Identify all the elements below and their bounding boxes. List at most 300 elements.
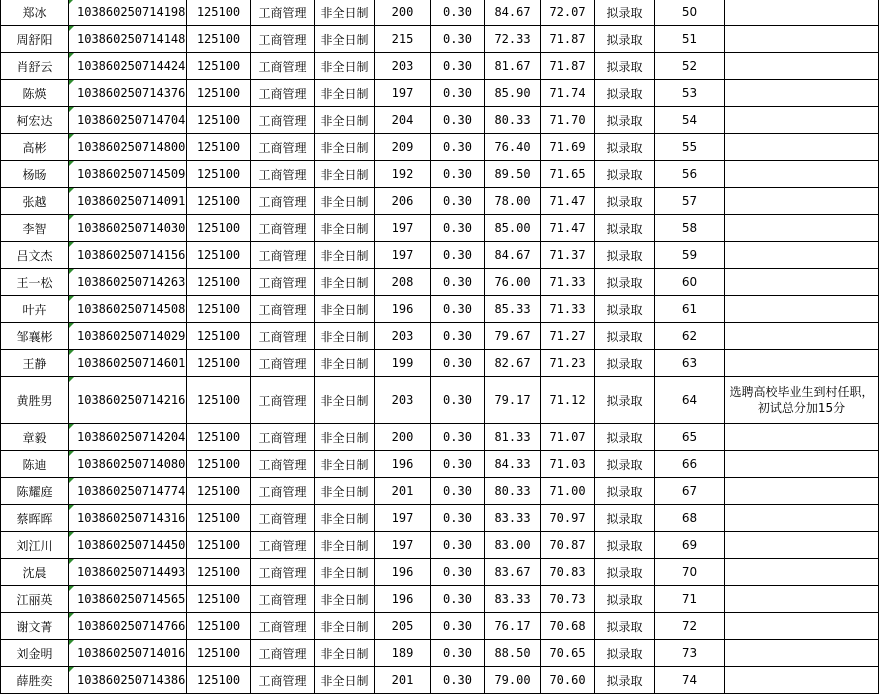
weight-cell[interactable]: 0.30 xyxy=(431,424,485,451)
candidate-name-cell[interactable]: 谢文菁 xyxy=(1,613,69,640)
candidate-name-cell[interactable]: 柯宏达 xyxy=(1,107,69,134)
study-mode-cell[interactable]: 非全日制 xyxy=(315,613,375,640)
remark-cell[interactable] xyxy=(725,505,879,532)
remark-cell[interactable] xyxy=(725,586,879,613)
exam-id-cell[interactable]: 103860250714091 xyxy=(69,188,187,215)
remark-cell[interactable] xyxy=(725,424,879,451)
candidate-name-cell[interactable]: 肖舒云 xyxy=(1,53,69,80)
admission-status-cell[interactable]: 拟录取 xyxy=(595,215,655,242)
major-code-cell[interactable]: 125100 xyxy=(187,107,251,134)
admission-status-cell[interactable]: 拟录取 xyxy=(595,350,655,377)
remark-cell[interactable] xyxy=(725,188,879,215)
total-score-cell[interactable]: 71.87 xyxy=(541,26,595,53)
candidate-name-cell[interactable]: 沈晨 xyxy=(1,559,69,586)
weight-cell[interactable]: 0.30 xyxy=(431,377,485,424)
major-code-cell[interactable]: 125100 xyxy=(187,215,251,242)
exam-id-cell[interactable]: 103860250714204 xyxy=(69,424,187,451)
candidate-name-cell[interactable]: 周舒阳 xyxy=(1,26,69,53)
candidate-name-cell[interactable]: 刘江川 xyxy=(1,532,69,559)
major-name-cell[interactable]: 工商管理 xyxy=(251,107,315,134)
total-score-cell[interactable]: 71.03 xyxy=(541,451,595,478)
interview-score-cell[interactable]: 76.00 xyxy=(485,269,541,296)
remark-cell[interactable] xyxy=(725,296,879,323)
remark-cell[interactable] xyxy=(725,107,879,134)
total-score-cell[interactable]: 71.47 xyxy=(541,188,595,215)
major-code-cell[interactable]: 125100 xyxy=(187,451,251,478)
admission-status-cell[interactable]: 拟录取 xyxy=(595,269,655,296)
rank-cell[interactable]: 74 xyxy=(655,667,725,694)
interview-score-cell[interactable]: 78.00 xyxy=(485,188,541,215)
exam-id-cell[interactable]: 103860250714376 xyxy=(69,80,187,107)
admission-status-cell[interactable]: 拟录取 xyxy=(595,505,655,532)
study-mode-cell[interactable]: 非全日制 xyxy=(315,188,375,215)
written-score-cell[interactable]: 197 xyxy=(375,242,431,269)
remark-cell[interactable] xyxy=(725,161,879,188)
study-mode-cell[interactable]: 非全日制 xyxy=(315,667,375,694)
weight-cell[interactable]: 0.30 xyxy=(431,269,485,296)
interview-score-cell[interactable]: 79.67 xyxy=(485,323,541,350)
major-code-cell[interactable]: 125100 xyxy=(187,134,251,161)
exam-id-cell[interactable]: 103860250714766 xyxy=(69,613,187,640)
weight-cell[interactable]: 0.30 xyxy=(431,451,485,478)
interview-score-cell[interactable]: 84.33 xyxy=(485,451,541,478)
rank-cell[interactable]: 55 xyxy=(655,134,725,161)
interview-score-cell[interactable]: 76.40 xyxy=(485,134,541,161)
admission-status-cell[interactable]: 拟录取 xyxy=(595,53,655,80)
written-score-cell[interactable]: 189 xyxy=(375,640,431,667)
candidate-name-cell[interactable]: 郑冰 xyxy=(1,0,69,26)
interview-score-cell[interactable]: 76.17 xyxy=(485,613,541,640)
rank-cell[interactable]: 53 xyxy=(655,80,725,107)
exam-id-cell[interactable]: 103860250714148 xyxy=(69,26,187,53)
major-name-cell[interactable]: 工商管理 xyxy=(251,667,315,694)
major-code-cell[interactable]: 125100 xyxy=(187,586,251,613)
candidate-name-cell[interactable]: 李智 xyxy=(1,215,69,242)
admission-status-cell[interactable]: 拟录取 xyxy=(595,107,655,134)
study-mode-cell[interactable]: 非全日制 xyxy=(315,451,375,478)
rank-cell[interactable]: 67 xyxy=(655,478,725,505)
written-score-cell[interactable]: 196 xyxy=(375,586,431,613)
admission-status-cell[interactable]: 拟录取 xyxy=(595,451,655,478)
candidate-name-cell[interactable]: 邹襄彬 xyxy=(1,323,69,350)
admission-status-cell[interactable]: 拟录取 xyxy=(595,0,655,26)
interview-score-cell[interactable]: 81.67 xyxy=(485,53,541,80)
study-mode-cell[interactable]: 非全日制 xyxy=(315,107,375,134)
total-score-cell[interactable]: 71.65 xyxy=(541,161,595,188)
remark-cell[interactable] xyxy=(725,26,879,53)
major-name-cell[interactable]: 工商管理 xyxy=(251,532,315,559)
rank-cell[interactable]: 57 xyxy=(655,188,725,215)
admission-status-cell[interactable]: 拟录取 xyxy=(595,377,655,424)
exam-id-cell[interactable]: 103860250714030 xyxy=(69,215,187,242)
study-mode-cell[interactable]: 非全日制 xyxy=(315,586,375,613)
interview-score-cell[interactable]: 72.33 xyxy=(485,26,541,53)
rank-cell[interactable]: 63 xyxy=(655,350,725,377)
admission-status-cell[interactable]: 拟录取 xyxy=(595,296,655,323)
weight-cell[interactable]: 0.30 xyxy=(431,242,485,269)
admission-status-cell[interactable]: 拟录取 xyxy=(595,26,655,53)
total-score-cell[interactable]: 71.12 xyxy=(541,377,595,424)
rank-cell[interactable]: 62 xyxy=(655,323,725,350)
weight-cell[interactable]: 0.30 xyxy=(431,215,485,242)
rank-cell[interactable]: 64 xyxy=(655,377,725,424)
written-score-cell[interactable]: 200 xyxy=(375,0,431,26)
interview-score-cell[interactable]: 80.33 xyxy=(485,107,541,134)
interview-score-cell[interactable]: 82.67 xyxy=(485,350,541,377)
exam-id-cell[interactable]: 103860250714216 xyxy=(69,377,187,424)
interview-score-cell[interactable]: 80.33 xyxy=(485,478,541,505)
weight-cell[interactable]: 0.30 xyxy=(431,26,485,53)
major-code-cell[interactable]: 125100 xyxy=(187,505,251,532)
remark-cell[interactable] xyxy=(725,242,879,269)
total-score-cell[interactable]: 71.33 xyxy=(541,296,595,323)
weight-cell[interactable]: 0.30 xyxy=(431,640,485,667)
study-mode-cell[interactable]: 非全日制 xyxy=(315,323,375,350)
rank-cell[interactable]: 73 xyxy=(655,640,725,667)
written-score-cell[interactable]: 209 xyxy=(375,134,431,161)
major-name-cell[interactable]: 工商管理 xyxy=(251,377,315,424)
rank-cell[interactable]: 60 xyxy=(655,269,725,296)
study-mode-cell[interactable]: 非全日制 xyxy=(315,269,375,296)
major-name-cell[interactable]: 工商管理 xyxy=(251,296,315,323)
interview-score-cell[interactable]: 83.00 xyxy=(485,532,541,559)
remark-cell[interactable] xyxy=(725,478,879,505)
interview-score-cell[interactable]: 84.67 xyxy=(485,242,541,269)
exam-id-cell[interactable]: 103860250714450 xyxy=(69,532,187,559)
interview-score-cell[interactable]: 81.33 xyxy=(485,424,541,451)
major-code-cell[interactable]: 125100 xyxy=(187,478,251,505)
remark-cell[interactable] xyxy=(725,53,879,80)
weight-cell[interactable]: 0.30 xyxy=(431,188,485,215)
major-name-cell[interactable]: 工商管理 xyxy=(251,613,315,640)
major-name-cell[interactable]: 工商管理 xyxy=(251,269,315,296)
candidate-name-cell[interactable]: 吕文杰 xyxy=(1,242,69,269)
remark-cell[interactable] xyxy=(725,215,879,242)
exam-id-cell[interactable]: 103860250714508 xyxy=(69,296,187,323)
study-mode-cell[interactable]: 非全日制 xyxy=(315,532,375,559)
weight-cell[interactable]: 0.30 xyxy=(431,161,485,188)
major-name-cell[interactable]: 工商管理 xyxy=(251,53,315,80)
total-score-cell[interactable]: 70.60 xyxy=(541,667,595,694)
exam-id-cell[interactable]: 103860250714493 xyxy=(69,559,187,586)
exam-id-cell[interactable]: 103860250714774 xyxy=(69,478,187,505)
study-mode-cell[interactable]: 非全日制 xyxy=(315,80,375,107)
study-mode-cell[interactable]: 非全日制 xyxy=(315,350,375,377)
major-code-cell[interactable]: 125100 xyxy=(187,188,251,215)
exam-id-cell[interactable]: 103860250714565 xyxy=(69,586,187,613)
written-score-cell[interactable]: 205 xyxy=(375,613,431,640)
admission-status-cell[interactable]: 拟录取 xyxy=(595,188,655,215)
interview-score-cell[interactable]: 83.33 xyxy=(485,505,541,532)
candidate-name-cell[interactable]: 蔡晖晖 xyxy=(1,505,69,532)
major-name-cell[interactable]: 工商管理 xyxy=(251,323,315,350)
weight-cell[interactable]: 0.30 xyxy=(431,323,485,350)
weight-cell[interactable]: 0.30 xyxy=(431,134,485,161)
written-score-cell[interactable]: 203 xyxy=(375,53,431,80)
remark-cell[interactable] xyxy=(725,640,879,667)
admission-status-cell[interactable]: 拟录取 xyxy=(595,242,655,269)
study-mode-cell[interactable]: 非全日制 xyxy=(315,478,375,505)
written-score-cell[interactable]: 197 xyxy=(375,80,431,107)
candidate-name-cell[interactable]: 黄胜男 xyxy=(1,377,69,424)
written-score-cell[interactable]: 196 xyxy=(375,559,431,586)
major-name-cell[interactable]: 工商管理 xyxy=(251,188,315,215)
major-code-cell[interactable]: 125100 xyxy=(187,350,251,377)
written-score-cell[interactable]: 215 xyxy=(375,26,431,53)
candidate-name-cell[interactable]: 薛胜奕 xyxy=(1,667,69,694)
rank-cell[interactable]: 54 xyxy=(655,107,725,134)
interview-score-cell[interactable]: 79.17 xyxy=(485,377,541,424)
admission-status-cell[interactable]: 拟录取 xyxy=(595,667,655,694)
remark-cell[interactable] xyxy=(725,0,879,26)
written-score-cell[interactable]: 197 xyxy=(375,505,431,532)
total-score-cell[interactable]: 71.47 xyxy=(541,215,595,242)
written-score-cell[interactable]: 200 xyxy=(375,424,431,451)
major-name-cell[interactable]: 工商管理 xyxy=(251,640,315,667)
exam-id-cell[interactable]: 103860250714080 xyxy=(69,451,187,478)
interview-score-cell[interactable]: 88.50 xyxy=(485,640,541,667)
remark-cell[interactable] xyxy=(725,323,879,350)
major-code-cell[interactable]: 125100 xyxy=(187,377,251,424)
total-score-cell[interactable]: 71.27 xyxy=(541,323,595,350)
study-mode-cell[interactable]: 非全日制 xyxy=(315,161,375,188)
remark-cell[interactable] xyxy=(725,451,879,478)
total-score-cell[interactable]: 71.74 xyxy=(541,80,595,107)
written-score-cell[interactable]: 201 xyxy=(375,667,431,694)
exam-id-cell[interactable]: 103860250714424 xyxy=(69,53,187,80)
total-score-cell[interactable]: 71.87 xyxy=(541,53,595,80)
study-mode-cell[interactable]: 非全日制 xyxy=(315,53,375,80)
major-name-cell[interactable]: 工商管理 xyxy=(251,26,315,53)
study-mode-cell[interactable]: 非全日制 xyxy=(315,26,375,53)
rank-cell[interactable]: 58 xyxy=(655,215,725,242)
total-score-cell[interactable]: 71.00 xyxy=(541,478,595,505)
candidate-name-cell[interactable]: 张越 xyxy=(1,188,69,215)
candidate-name-cell[interactable]: 王静 xyxy=(1,350,69,377)
written-score-cell[interactable]: 199 xyxy=(375,350,431,377)
rank-cell[interactable]: 59 xyxy=(655,242,725,269)
candidate-name-cell[interactable]: 陈迪 xyxy=(1,451,69,478)
major-code-cell[interactable]: 125100 xyxy=(187,640,251,667)
major-code-cell[interactable]: 125100 xyxy=(187,26,251,53)
interview-score-cell[interactable]: 83.33 xyxy=(485,586,541,613)
admission-status-cell[interactable]: 拟录取 xyxy=(595,613,655,640)
study-mode-cell[interactable]: 非全日制 xyxy=(315,215,375,242)
remark-cell[interactable] xyxy=(725,613,879,640)
major-code-cell[interactable]: 125100 xyxy=(187,296,251,323)
weight-cell[interactable]: 0.30 xyxy=(431,53,485,80)
weight-cell[interactable]: 0.30 xyxy=(431,532,485,559)
total-score-cell[interactable]: 70.68 xyxy=(541,613,595,640)
rank-cell[interactable]: 70 xyxy=(655,559,725,586)
written-score-cell[interactable]: 201 xyxy=(375,478,431,505)
written-score-cell[interactable]: 203 xyxy=(375,323,431,350)
exam-id-cell[interactable]: 103860250714704 xyxy=(69,107,187,134)
interview-score-cell[interactable]: 83.67 xyxy=(485,559,541,586)
exam-id-cell[interactable]: 103860250714198 xyxy=(69,0,187,26)
weight-cell[interactable]: 0.30 xyxy=(431,350,485,377)
total-score-cell[interactable]: 72.07 xyxy=(541,0,595,26)
total-score-cell[interactable]: 71.70 xyxy=(541,107,595,134)
exam-id-cell[interactable]: 103860250714156 xyxy=(69,242,187,269)
major-name-cell[interactable]: 工商管理 xyxy=(251,559,315,586)
rank-cell[interactable]: 68 xyxy=(655,505,725,532)
admission-status-cell[interactable]: 拟录取 xyxy=(595,323,655,350)
study-mode-cell[interactable]: 非全日制 xyxy=(315,242,375,269)
remark-cell[interactable] xyxy=(725,269,879,296)
major-code-cell[interactable]: 125100 xyxy=(187,613,251,640)
total-score-cell[interactable]: 70.73 xyxy=(541,586,595,613)
admission-status-cell[interactable]: 拟录取 xyxy=(595,161,655,188)
rank-cell[interactable]: 72 xyxy=(655,613,725,640)
interview-score-cell[interactable]: 79.00 xyxy=(485,667,541,694)
exam-id-cell[interactable]: 103860250714386 xyxy=(69,667,187,694)
total-score-cell[interactable]: 71.07 xyxy=(541,424,595,451)
rank-cell[interactable]: 50 xyxy=(655,0,725,26)
exam-id-cell[interactable]: 103860250714601 xyxy=(69,350,187,377)
major-name-cell[interactable]: 工商管理 xyxy=(251,424,315,451)
major-name-cell[interactable]: 工商管理 xyxy=(251,242,315,269)
major-name-cell[interactable]: 工商管理 xyxy=(251,505,315,532)
admission-status-cell[interactable]: 拟录取 xyxy=(595,134,655,161)
major-code-cell[interactable]: 125100 xyxy=(187,0,251,26)
candidate-name-cell[interactable]: 陈耀庭 xyxy=(1,478,69,505)
written-score-cell[interactable]: 192 xyxy=(375,161,431,188)
major-code-cell[interactable]: 125100 xyxy=(187,242,251,269)
written-score-cell[interactable]: 203 xyxy=(375,377,431,424)
weight-cell[interactable]: 0.30 xyxy=(431,667,485,694)
weight-cell[interactable]: 0.30 xyxy=(431,505,485,532)
total-score-cell[interactable]: 71.23 xyxy=(541,350,595,377)
rank-cell[interactable]: 56 xyxy=(655,161,725,188)
weight-cell[interactable]: 0.30 xyxy=(431,559,485,586)
major-name-cell[interactable]: 工商管理 xyxy=(251,161,315,188)
study-mode-cell[interactable]: 非全日制 xyxy=(315,0,375,26)
exam-id-cell[interactable]: 103860250714509 xyxy=(69,161,187,188)
written-score-cell[interactable]: 196 xyxy=(375,451,431,478)
major-code-cell[interactable]: 125100 xyxy=(187,559,251,586)
admission-status-cell[interactable]: 拟录取 xyxy=(595,424,655,451)
candidate-name-cell[interactable]: 高彬 xyxy=(1,134,69,161)
total-score-cell[interactable]: 71.69 xyxy=(541,134,595,161)
written-score-cell[interactable]: 208 xyxy=(375,269,431,296)
major-code-cell[interactable]: 125100 xyxy=(187,667,251,694)
admission-status-cell[interactable]: 拟录取 xyxy=(595,532,655,559)
candidate-name-cell[interactable]: 江丽英 xyxy=(1,586,69,613)
study-mode-cell[interactable]: 非全日制 xyxy=(315,505,375,532)
major-code-cell[interactable]: 125100 xyxy=(187,532,251,559)
major-name-cell[interactable]: 工商管理 xyxy=(251,586,315,613)
admission-status-cell[interactable]: 拟录取 xyxy=(595,478,655,505)
remark-cell[interactable] xyxy=(725,134,879,161)
study-mode-cell[interactable]: 非全日制 xyxy=(315,640,375,667)
major-code-cell[interactable]: 125100 xyxy=(187,424,251,451)
major-name-cell[interactable]: 工商管理 xyxy=(251,451,315,478)
rank-cell[interactable]: 61 xyxy=(655,296,725,323)
total-score-cell[interactable]: 70.83 xyxy=(541,559,595,586)
major-code-cell[interactable]: 125100 xyxy=(187,80,251,107)
candidate-name-cell[interactable]: 叶卉 xyxy=(1,296,69,323)
major-code-cell[interactable]: 125100 xyxy=(187,269,251,296)
written-score-cell[interactable]: 204 xyxy=(375,107,431,134)
written-score-cell[interactable]: 196 xyxy=(375,296,431,323)
study-mode-cell[interactable]: 非全日制 xyxy=(315,424,375,451)
total-score-cell[interactable]: 70.87 xyxy=(541,532,595,559)
interview-score-cell[interactable]: 85.33 xyxy=(485,296,541,323)
remark-cell[interactable] xyxy=(725,350,879,377)
written-score-cell[interactable]: 206 xyxy=(375,188,431,215)
weight-cell[interactable]: 0.30 xyxy=(431,107,485,134)
major-name-cell[interactable]: 工商管理 xyxy=(251,215,315,242)
written-score-cell[interactable]: 197 xyxy=(375,215,431,242)
exam-id-cell[interactable]: 103860250714316 xyxy=(69,505,187,532)
exam-id-cell[interactable]: 103860250714800 xyxy=(69,134,187,161)
major-code-cell[interactable]: 125100 xyxy=(187,53,251,80)
candidate-name-cell[interactable]: 王一松 xyxy=(1,269,69,296)
weight-cell[interactable]: 0.30 xyxy=(431,296,485,323)
remark-cell[interactable] xyxy=(725,532,879,559)
admission-status-cell[interactable]: 拟录取 xyxy=(595,586,655,613)
interview-score-cell[interactable]: 84.67 xyxy=(485,0,541,26)
remark-cell[interactable] xyxy=(725,80,879,107)
admission-status-cell[interactable]: 拟录取 xyxy=(595,640,655,667)
rank-cell[interactable]: 52 xyxy=(655,53,725,80)
exam-id-cell[interactable]: 103860250714263 xyxy=(69,269,187,296)
total-score-cell[interactable]: 70.97 xyxy=(541,505,595,532)
major-name-cell[interactable]: 工商管理 xyxy=(251,134,315,161)
weight-cell[interactable]: 0.30 xyxy=(431,80,485,107)
total-score-cell[interactable]: 70.65 xyxy=(541,640,595,667)
major-name-cell[interactable]: 工商管理 xyxy=(251,478,315,505)
rank-cell[interactable]: 65 xyxy=(655,424,725,451)
rank-cell[interactable]: 69 xyxy=(655,532,725,559)
remark-cell[interactable] xyxy=(725,559,879,586)
remark-cell[interactable]: 选聘高校毕业生到村任职，初试总分加15分 xyxy=(725,377,879,424)
study-mode-cell[interactable]: 非全日制 xyxy=(315,377,375,424)
total-score-cell[interactable]: 71.37 xyxy=(541,242,595,269)
study-mode-cell[interactable]: 非全日制 xyxy=(315,296,375,323)
exam-id-cell[interactable]: 103860250714029 xyxy=(69,323,187,350)
study-mode-cell[interactable]: 非全日制 xyxy=(315,559,375,586)
weight-cell[interactable]: 0.30 xyxy=(431,0,485,26)
candidate-name-cell[interactable]: 刘金明 xyxy=(1,640,69,667)
major-name-cell[interactable]: 工商管理 xyxy=(251,80,315,107)
major-code-cell[interactable]: 125100 xyxy=(187,161,251,188)
total-score-cell[interactable]: 71.33 xyxy=(541,269,595,296)
rank-cell[interactable]: 51 xyxy=(655,26,725,53)
written-score-cell[interactable]: 197 xyxy=(375,532,431,559)
weight-cell[interactable]: 0.30 xyxy=(431,586,485,613)
major-name-cell[interactable]: 工商管理 xyxy=(251,350,315,377)
interview-score-cell[interactable]: 85.00 xyxy=(485,215,541,242)
weight-cell[interactable]: 0.30 xyxy=(431,478,485,505)
rank-cell[interactable]: 71 xyxy=(655,586,725,613)
interview-score-cell[interactable]: 89.50 xyxy=(485,161,541,188)
remark-cell[interactable] xyxy=(725,667,879,694)
interview-score-cell[interactable]: 85.90 xyxy=(485,80,541,107)
admission-status-cell[interactable]: 拟录取 xyxy=(595,559,655,586)
candidate-name-cell[interactable]: 陈煐 xyxy=(1,80,69,107)
candidate-name-cell[interactable]: 杨旸 xyxy=(1,161,69,188)
admission-status-cell[interactable]: 拟录取 xyxy=(595,80,655,107)
weight-cell[interactable]: 0.30 xyxy=(431,613,485,640)
major-name-cell[interactable]: 工商管理 xyxy=(251,0,315,26)
study-mode-cell[interactable]: 非全日制 xyxy=(315,134,375,161)
rank-cell[interactable]: 66 xyxy=(655,451,725,478)
candidate-name-cell[interactable]: 章毅 xyxy=(1,424,69,451)
exam-id-cell[interactable]: 103860250714016 xyxy=(69,640,187,667)
major-code-cell[interactable]: 125100 xyxy=(187,323,251,350)
